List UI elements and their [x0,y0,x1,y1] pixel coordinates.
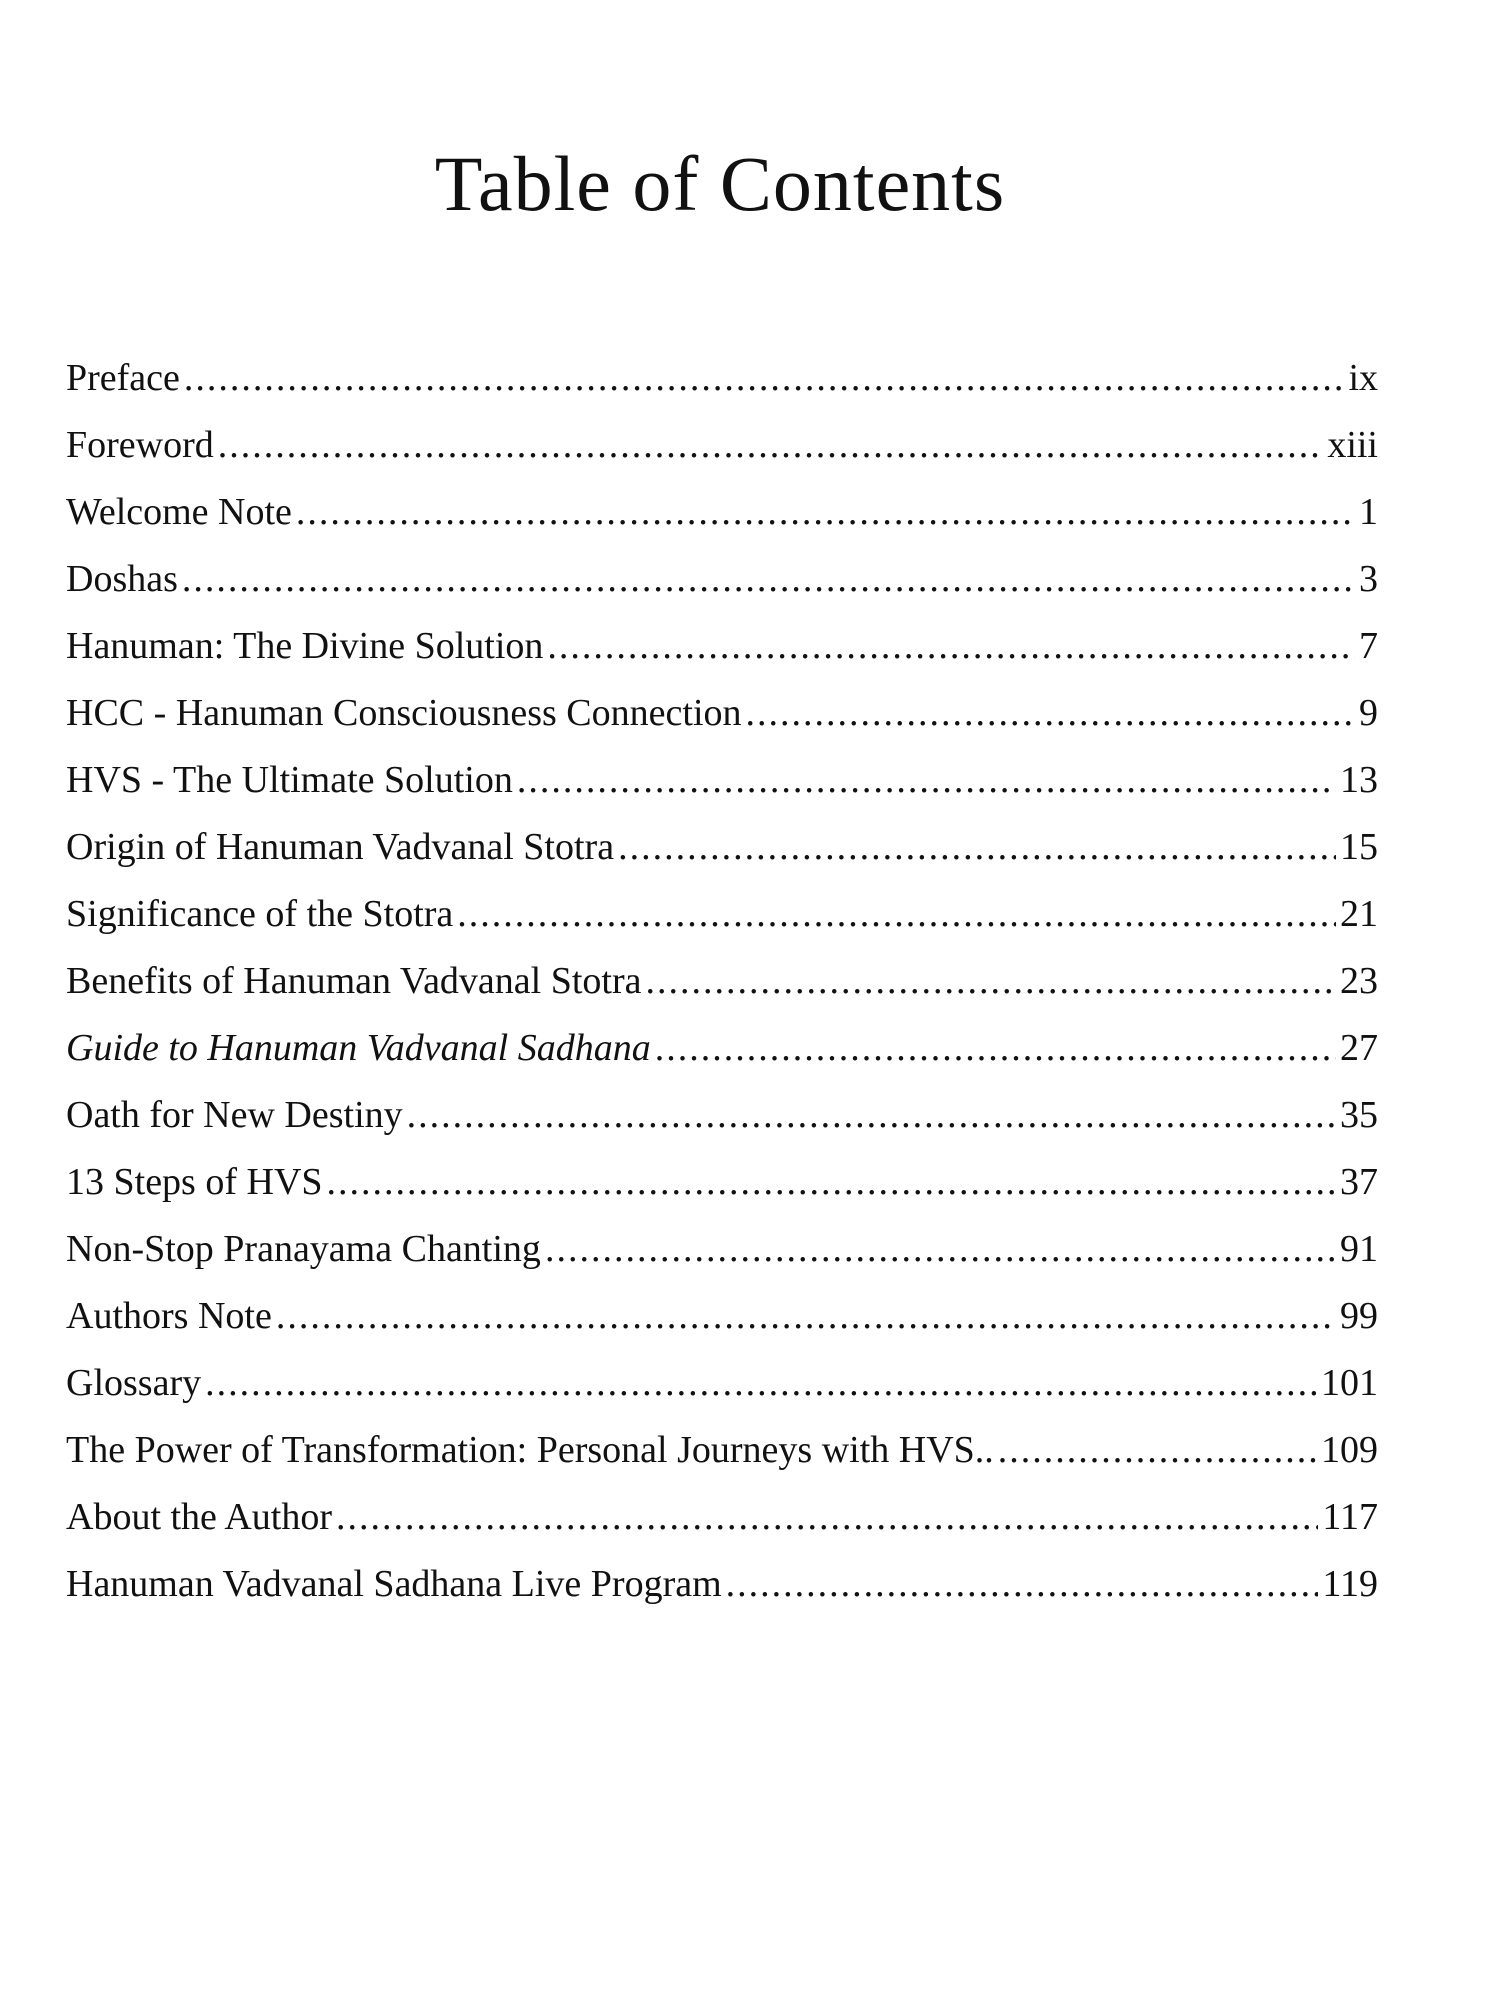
dot-leader [547,613,1355,680]
toc-entry-page-number: 21 [1340,893,1378,935]
toc-entry[interactable] [66,814,1378,881]
toc-entry-title: HCC - Hanuman Consciousness Connection [66,692,742,734]
toc-entry-title: Preface [66,357,180,399]
toc-entry[interactable] [66,948,1378,1015]
toc-entry-title: Doshas [66,558,178,600]
dot-leader [205,1350,1317,1417]
toc-entry[interactable] [66,1149,1378,1216]
toc-entry-title: Non-Stop Pranayama Chanting [66,1228,541,1270]
toc-entry[interactable] [66,1417,1378,1484]
toc-entry-page-number: 23 [1340,960,1378,1002]
dot-leader [296,479,1355,546]
dot-leader [184,345,1345,412]
toc-entry-page-number: ix [1348,357,1378,399]
toc-entry-page-number: 91 [1340,1228,1378,1270]
toc-entry-title: Hanuman Vadvanal Sadhana Live Program [66,1563,722,1605]
dot-leader [182,546,1355,613]
toc-entry[interactable] [66,345,1378,412]
toc-entry[interactable] [66,1484,1378,1551]
toc-entry-page-number: 15 [1340,826,1378,868]
toc-entry[interactable] [66,479,1378,546]
dot-leader [218,412,1324,479]
toc-entry-title: Guide to Hanuman Vadvanal Sadhana [66,1027,651,1069]
toc-entry-page-number: 9 [1359,692,1378,734]
dot-leader [998,1417,1317,1484]
page-title: Table of Contents [434,140,1006,227]
toc-entry[interactable] [66,412,1378,479]
toc-entry-title: Oath for New Destiny [66,1094,403,1136]
toc-entry[interactable] [66,1216,1378,1283]
toc-entry-page-number: 109 [1321,1429,1378,1471]
toc-entry-title: Glossary [66,1362,202,1404]
dot-leader [517,747,1336,814]
toc-entry-title: Origin of Hanuman Vadvanal Stotra [66,826,615,868]
toc-entry[interactable] [66,1015,1378,1082]
toc-entry-page-number: 13 [1340,759,1378,801]
toc-entry-title: Authors Note [66,1295,272,1337]
toc-entry[interactable] [66,1082,1378,1149]
toc-entry-page-number: 35 [1340,1094,1378,1136]
toc-entry-title: The Power of Transformation: Personal Journeys with HVS.. [66,1429,994,1471]
toc-entry[interactable] [66,1551,1378,1618]
toc-entry[interactable] [66,680,1378,747]
toc-entry-title: Benefits of Hanuman Vadvanal Stotra [66,960,642,1002]
toc-entry[interactable] [66,613,1378,680]
table-of-contents [66,345,1378,1618]
toc-entry[interactable] [66,546,1378,613]
toc-entry-title: Welcome Note [66,491,292,533]
toc-entry-page-number: 117 [1322,1496,1378,1538]
toc-entry-page-number: 27 [1340,1027,1378,1069]
toc-entry-page-number: 3 [1359,558,1378,600]
dot-leader [618,814,1336,881]
dot-leader [336,1484,1318,1551]
toc-entry-title: 13 Steps of HVS [66,1161,323,1203]
dot-leader [276,1283,1336,1350]
toc-entry[interactable] [66,881,1378,948]
toc-entry-title: Significance of the Stotra [66,893,454,935]
toc-entry-title: Foreword [66,424,214,466]
dot-leader [407,1082,1336,1149]
toc-entry-page-number: xiii [1327,424,1378,466]
toc-entry-page-number: 1 [1359,491,1378,533]
dot-leader [327,1149,1336,1216]
toc-entry[interactable] [66,1283,1378,1350]
toc-entry-page-number: 101 [1321,1362,1378,1404]
dot-leader [646,948,1337,1015]
dot-leader [746,680,1355,747]
dot-leader [655,1015,1336,1082]
dot-leader [457,881,1336,948]
toc-entry[interactable] [66,747,1378,814]
toc-entry-title: About the Author [66,1496,332,1538]
toc-entry-title: Hanuman: The Divine Solution [66,625,544,667]
toc-entry-page-number: 37 [1340,1161,1378,1203]
toc-entry-title: HVS - The Ultimate Solution [66,759,513,801]
dot-leader [545,1216,1336,1283]
toc-entry-page-number: 99 [1340,1295,1378,1337]
toc-entry-page-number: 119 [1322,1563,1378,1605]
toc-entry-page-number: 7 [1359,625,1378,667]
toc-entry[interactable] [66,1350,1378,1417]
dot-leader [726,1551,1319,1618]
